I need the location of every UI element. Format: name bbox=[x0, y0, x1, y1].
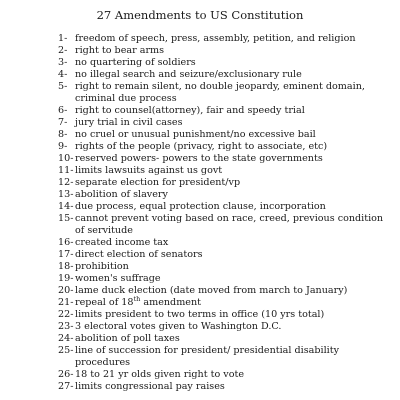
amendment-number: 10- bbox=[58, 153, 74, 164]
amendment-text bbox=[75, 381, 392, 393]
amendment-text-main: repeal of 18 bbox=[75, 297, 134, 308]
list-item bbox=[58, 177, 392, 189]
amendment-number: 7- bbox=[58, 117, 68, 128]
list-item bbox=[58, 165, 392, 177]
amendment-text-main: right to remain silent, no double jeopardy, eminent domain, criminal due process bbox=[75, 81, 365, 104]
amendment-text-main: freedom of speech, press, assembly, petition, and religion bbox=[75, 33, 356, 44]
amendment-text-main: limits president to two terms in office (10 yrs total) bbox=[75, 309, 325, 320]
amendment-text-main: lame duck election (date moved from march to January) bbox=[75, 285, 348, 296]
list-item bbox=[58, 57, 392, 69]
list-item bbox=[58, 273, 392, 285]
amendment-text bbox=[75, 309, 392, 321]
amendment-text-main: due process, equal protection clause, incorporation bbox=[75, 201, 326, 212]
amendment-text-main: right to bear arms bbox=[75, 45, 165, 56]
amendment-number: 11- bbox=[58, 165, 74, 176]
amendment-number: 5- bbox=[58, 81, 68, 92]
list-item bbox=[58, 285, 392, 297]
amendment-text-main: 18 to 21 yr olds given right to vote bbox=[75, 369, 245, 380]
list-item bbox=[58, 309, 392, 321]
amendment-text bbox=[75, 321, 392, 333]
amendment-number: 9- bbox=[58, 141, 68, 152]
amendment-text bbox=[75, 273, 392, 285]
amendment-number: 8- bbox=[58, 129, 68, 140]
amendment-text-main: prohibition bbox=[75, 261, 129, 272]
amendment-number: 21- bbox=[58, 297, 74, 308]
amendment-text bbox=[75, 285, 392, 297]
amendment-text bbox=[75, 141, 392, 153]
amendment-text bbox=[75, 165, 392, 177]
amendment-number: 12- bbox=[58, 177, 74, 188]
amendment-number: 4- bbox=[58, 69, 68, 80]
amendment-number: 26- bbox=[58, 369, 74, 380]
amendment-text-main: created income tax bbox=[75, 237, 169, 248]
list-item bbox=[58, 153, 392, 165]
amendment-text-main: abolition of slavery bbox=[75, 189, 168, 200]
amendment-list bbox=[58, 33, 392, 393]
amendment-text bbox=[75, 201, 392, 213]
amendment-number: 19- bbox=[58, 273, 74, 284]
list-item bbox=[58, 333, 392, 345]
amendment-text bbox=[75, 294, 392, 309]
amendment-text-main: 3 electoral votes given to Washington D.C. bbox=[75, 321, 282, 332]
list-item bbox=[58, 369, 392, 381]
list-item bbox=[58, 345, 392, 369]
amendment-number: 25- bbox=[58, 345, 74, 356]
amendment-text bbox=[75, 249, 392, 261]
list-item bbox=[58, 249, 392, 261]
amendment-text-main: abolition of poll taxes bbox=[75, 333, 180, 344]
amendment-text bbox=[75, 105, 392, 117]
amendment-number: 20- bbox=[58, 285, 74, 296]
amendment-text-main: reserved powers- powers to the state governments bbox=[75, 153, 323, 164]
list-item bbox=[58, 81, 392, 105]
amendment-text-main: limits lawsuits against us govt bbox=[75, 165, 223, 176]
amendment-number: 16- bbox=[58, 237, 74, 248]
amendment-text-main: limits congressional pay raises bbox=[75, 381, 225, 392]
list-item bbox=[58, 261, 392, 273]
page-title: 27 Amendments to US Constitution bbox=[96, 8, 304, 22]
amendment-number: 17- bbox=[58, 249, 74, 260]
amendment-text bbox=[75, 81, 392, 105]
amendment-text bbox=[75, 33, 392, 45]
amendment-number: 23- bbox=[58, 321, 74, 332]
amendment-text-main: no cruel or unusual punishment/no excessive bail bbox=[75, 129, 316, 140]
list-item bbox=[58, 105, 392, 117]
amendment-text-main: women's suffrage bbox=[75, 273, 161, 284]
amendment-number: 1- bbox=[58, 33, 68, 44]
amendment-text bbox=[75, 153, 392, 165]
list-item bbox=[58, 129, 392, 141]
amendment-number: 18- bbox=[58, 261, 74, 272]
amendment-text-main: separate election for president/vp bbox=[75, 177, 241, 188]
amendment-number: 3- bbox=[58, 57, 68, 68]
amendment-number: 2- bbox=[58, 45, 68, 56]
list-item bbox=[58, 213, 392, 237]
amendment-text-main: no illegal search and seizure/exclusionary rule bbox=[75, 69, 302, 80]
amendment-text-main: no quartering of soldiers bbox=[75, 57, 196, 68]
amendment-number: 6- bbox=[58, 105, 68, 116]
amendment-text-main: cannot prevent voting based on race, creed, previous condition of servitude bbox=[75, 213, 384, 236]
list-item bbox=[58, 189, 392, 201]
amendment-number: 27- bbox=[58, 381, 74, 392]
amendment-text bbox=[75, 189, 392, 201]
amendment-text-main: right to counsel(attorney), fair and speedy trial bbox=[75, 105, 305, 116]
amendment-text bbox=[75, 369, 392, 381]
amendment-text bbox=[75, 177, 392, 189]
amendment-text-main: line of succession for president/ presidential disability procedures bbox=[75, 345, 339, 368]
list-item bbox=[58, 237, 392, 249]
amendment-text-main: jury trial in civil cases bbox=[75, 117, 183, 128]
amendment-text bbox=[75, 57, 392, 69]
amendment-number: 15- bbox=[58, 213, 74, 224]
list-item bbox=[58, 45, 392, 57]
amendment-text bbox=[75, 261, 392, 273]
amendment-number: 14- bbox=[58, 201, 74, 212]
amendment-text bbox=[75, 129, 392, 141]
amendment-number: 22- bbox=[58, 309, 74, 320]
amendment-text bbox=[75, 45, 392, 57]
amendment-superscript: th bbox=[133, 294, 141, 303]
list-item bbox=[58, 381, 392, 393]
list-item bbox=[58, 321, 392, 333]
amendment-text-main: rights of the people (privacy, right to associate, etc) bbox=[75, 141, 328, 152]
list-item bbox=[58, 201, 392, 213]
amendment-text bbox=[75, 237, 392, 249]
list-item bbox=[58, 141, 392, 153]
list-item bbox=[58, 69, 392, 81]
amendment-text bbox=[75, 213, 392, 237]
list-item bbox=[58, 294, 392, 309]
amendment-text bbox=[75, 345, 392, 369]
amendment-text-suffix: amendment bbox=[140, 297, 202, 308]
amendment-number: 13- bbox=[58, 189, 74, 200]
amendment-text bbox=[75, 117, 392, 129]
amendment-text-main: direct election of senators bbox=[75, 249, 203, 260]
amendment-number: 24- bbox=[58, 333, 74, 344]
list-item bbox=[58, 33, 392, 45]
list-item bbox=[58, 117, 392, 129]
amendment-text bbox=[75, 69, 392, 81]
amendment-text bbox=[75, 333, 392, 345]
